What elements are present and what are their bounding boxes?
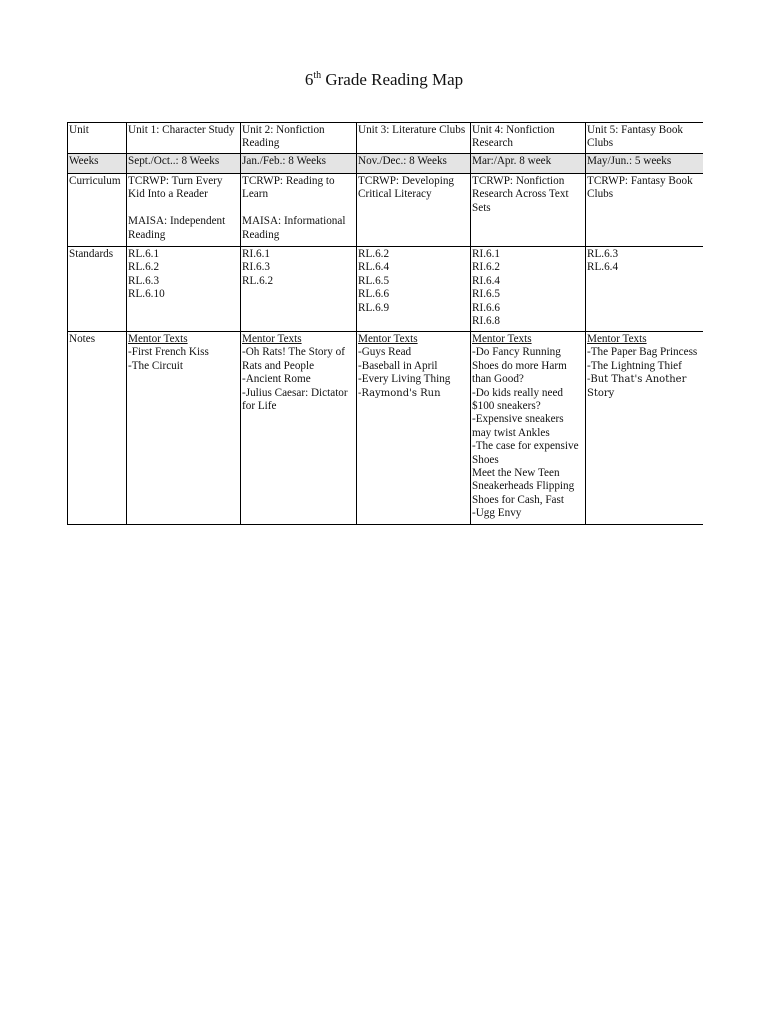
- mentor-text: -Do kids really need $100 sneakers?: [472, 386, 564, 413]
- unit-1-title: Unit 1: Character Study: [127, 123, 241, 154]
- curriculum-maisa: MAISA: Informational Reading: [242, 215, 346, 241]
- unit-4-title: Unit 4: Nonfiction Research: [471, 123, 586, 154]
- standard-code: RI.6.6: [472, 301, 500, 314]
- standard-code: RL.6.3: [128, 274, 160, 287]
- unit-row: [68, 123, 703, 154]
- unit-2-notes: [241, 332, 357, 525]
- standards-row: [68, 247, 703, 332]
- mentor-text: -Guys Read: [358, 346, 412, 359]
- curriculum-tcrwp: TCRWP: Fantasy Book Clubs: [587, 175, 693, 201]
- mentor-texts-heading: Mentor Texts: [242, 333, 302, 345]
- curriculum-tcrwp: TCRWP: Nonfiction Research Across Text Sets: [472, 175, 569, 214]
- curriculum-tcrwp: TCRWP: Reading to Learn: [242, 175, 335, 201]
- unit-4-weeks: Mar:/Apr. 8 week: [471, 154, 586, 174]
- standard-code: RI.6.5: [472, 288, 500, 301]
- standard-code: RI.6.3: [242, 261, 270, 274]
- standard-code: RL.6.5: [358, 274, 390, 287]
- unit-3-curriculum: [357, 174, 471, 247]
- unit-5-weeks: May/Jun.: 5 weeks: [586, 154, 703, 174]
- standard-code: RI.6.1: [472, 248, 500, 260]
- unit-2-weeks: Jan./Feb.: 8 Weeks: [241, 154, 357, 174]
- curriculum-row: [68, 174, 703, 247]
- unit-1-curriculum: [127, 174, 241, 247]
- row-label-notes: Notes: [68, 332, 127, 525]
- unit-5-notes: [586, 332, 703, 525]
- row-label-curriculum: Curriculum: [68, 174, 127, 247]
- standard-code: RL.6.4: [587, 261, 619, 274]
- title-text: Grade Reading Map: [321, 70, 464, 89]
- weeks-row: [68, 154, 703, 174]
- mentor-texts-heading: Mentor Texts: [128, 333, 188, 345]
- mentor-text: -Baseball in April: [358, 359, 438, 372]
- mentor-text: -Every Living Thing: [358, 373, 451, 386]
- unit-5-curriculum: [586, 174, 703, 247]
- mentor-texts-heading: Mentor Texts: [587, 333, 647, 345]
- curriculum-tcrwp: TCRWP: Turn Every Kid Into a Reader: [128, 175, 223, 201]
- unit-1-notes: [127, 332, 241, 525]
- unit-4-standards: [471, 247, 586, 332]
- curriculum-tcrwp: TCRWP: Developing Critical Literacy: [358, 175, 455, 201]
- mentor-text: -Julius Caesar: Dictator for Life: [242, 386, 348, 413]
- standard-code: RL.6.10: [128, 288, 165, 301]
- unit-4-notes: [471, 332, 586, 525]
- unit-3-weeks: Nov./Dec.: 8 Weeks: [357, 154, 471, 174]
- mentor-text: -First French Kiss: [128, 346, 209, 359]
- standard-code: RL.6.2: [242, 274, 274, 287]
- unit-3-title: Unit 3: Literature Clubs: [357, 123, 471, 154]
- unit-1-weeks: Sept./Oct..: 8 Weeks: [127, 154, 241, 174]
- mentor-texts-heading: Mentor Texts: [358, 333, 418, 345]
- unit-2-title: Unit 2: Nonfiction Reading: [241, 123, 357, 154]
- standard-code: RI.6.8: [472, 315, 500, 328]
- mentor-text: -Oh Rats! The Story of Rats and People: [242, 346, 345, 372]
- unit-4-curriculum: [471, 174, 586, 247]
- row-label-standards: Standards: [68, 247, 127, 332]
- mentor-text: Meet the New Teen Sneakerheads Flipping Shoes for Cash, Fast: [472, 467, 575, 506]
- mentor-text: -Do Fancy Running Shoes do more Harm than Good?: [472, 346, 567, 386]
- mentor-text: -Raymond's Run: [358, 387, 441, 399]
- page-title: [0, 66, 768, 94]
- standard-code: RL.6.3: [587, 248, 619, 260]
- mentor-text: -But That's Another Story: [587, 374, 687, 399]
- unit-3-standards: [357, 247, 471, 332]
- standard-code: RL.6.9: [358, 301, 390, 314]
- mentor-texts-heading: Mentor Texts: [472, 333, 532, 345]
- standard-code: RI.6.2: [472, 261, 500, 274]
- unit-3-notes: [357, 332, 471, 525]
- mentor-text: -Ugg Envy: [472, 507, 522, 520]
- standard-code: RI.6.1: [242, 248, 270, 260]
- standard-code: RL.6.6: [358, 288, 390, 301]
- reading-map-table: [67, 122, 703, 525]
- unit-5-title: Unit 5: Fantasy Book Clubs: [586, 123, 703, 154]
- title-prefix: 6: [304, 70, 314, 89]
- mentor-text: -The Circuit: [128, 359, 183, 372]
- standard-code: RL.6.4: [358, 261, 390, 274]
- mentor-text: -The Lightning Thief: [587, 359, 682, 372]
- unit-2-curriculum: [241, 174, 357, 247]
- curriculum-maisa: MAISA: Independent Reading: [128, 215, 226, 241]
- unit-5-standards: [586, 247, 703, 332]
- mentor-text: -The Paper Bag Princess: [587, 346, 698, 359]
- row-label-unit: Unit: [68, 123, 127, 154]
- mentor-text: -The case for expensive Shoes: [472, 440, 579, 466]
- unit-2-standards: [241, 247, 357, 332]
- mentor-text: -Expensive sneakers may twist Ankles: [472, 413, 564, 439]
- unit-1-standards: [127, 247, 241, 332]
- title-superscript: th: [313, 70, 322, 81]
- mentor-text: -Ancient Rome: [242, 373, 311, 386]
- row-label-weeks: Weeks: [68, 154, 127, 174]
- standard-code: RL.6.2: [358, 248, 390, 260]
- notes-row: [68, 332, 703, 525]
- standard-code: RL.6.2: [128, 261, 160, 274]
- standard-code: RI.6.4: [472, 274, 500, 287]
- standard-code: RL.6.1: [128, 248, 160, 260]
